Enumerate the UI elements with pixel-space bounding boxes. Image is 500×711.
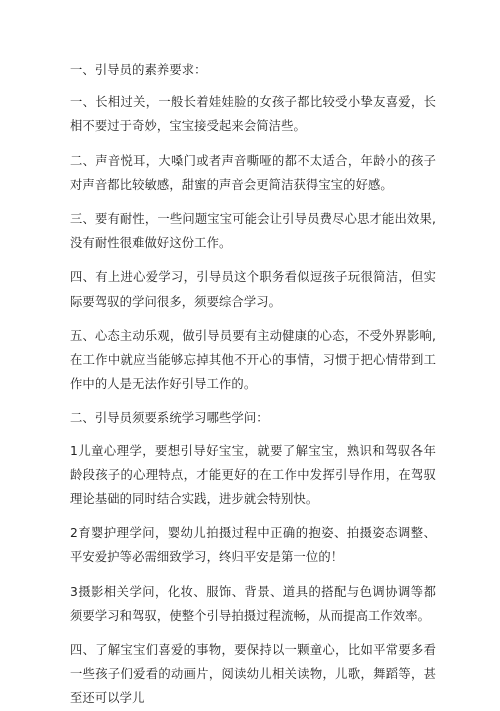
document-body xyxy=(70,58,436,711)
paragraph-appearance: 一、长相过关，一般长着娃娃脸的女孩子都比较受小挚友喜爱，长相不要过于奇妙，宝宝接受起来会简洁些。 xyxy=(70,95,436,134)
paragraph-photography-knowledge: 3摄影相关学问，化妆、服饰、背景、道具的搭配与色调协调等都须要学习和驾驭，使整个引导拍摄过程流畅，从而提高工作效率。 xyxy=(70,584,436,623)
paragraph-positive-mindset: 五、心态主动乐观，做引导员要有主动健康的心态，不受外界影响,在工作中就应当能够忘掉其他不开心的事情，习惯于把心情带到工作中的人是无法作好引导工作的。 xyxy=(70,328,436,392)
paragraph-patience: 三、要有耐性，一些问题宝宝可能会让引导员费尽心思才能出效果,没有耐性很难做好这份工作。 xyxy=(70,212,436,251)
section-heading-knowledge-topics: 二、引导员须要系统学习哪些学问： xyxy=(70,411,269,426)
paragraph-voice: 二、声音悦耳，大嗓门或者声音嘶哑的都不太适合，年龄小的孩子对声音都比较敏感，甜蜜的声音会更简洁获得宝宝的好感。 xyxy=(70,153,436,192)
paragraph-infant-care: 2育婴护理学问，婴幼儿拍摄过程中正确的抱姿、拍摄姿态调整、平安爱护等必需细致学习，终归平安是第一位的！ xyxy=(70,526,436,565)
paragraph-learning-attitude: 四、有上进心爱学习，引导员这个职务看似逗孩子玩很简洁，但实际要驾驭的学问很多，须要综合学习。 xyxy=(70,270,436,309)
paragraph-child-interests: 四、了解宝宝们喜爱的事物，要保持以一颗童心，比如平常要多看一些孩子们爱看的动画片，阅读幼儿相关读物，儿歌，舞蹈等，甚至还可以学儿 xyxy=(70,643,436,706)
paragraph-child-psychology: 1儿童心理学，要想引导好宝宝，就要了解宝宝，熟识和驾驭各年龄段孩子的心理特点，才能更好的在工作中发挥引导作用，在驾驭理论基础的同时结合实践，进步就会特别快。 xyxy=(70,443,436,507)
section-heading-literacy-requirements: 一、引导员的素养要求： xyxy=(70,63,207,77)
